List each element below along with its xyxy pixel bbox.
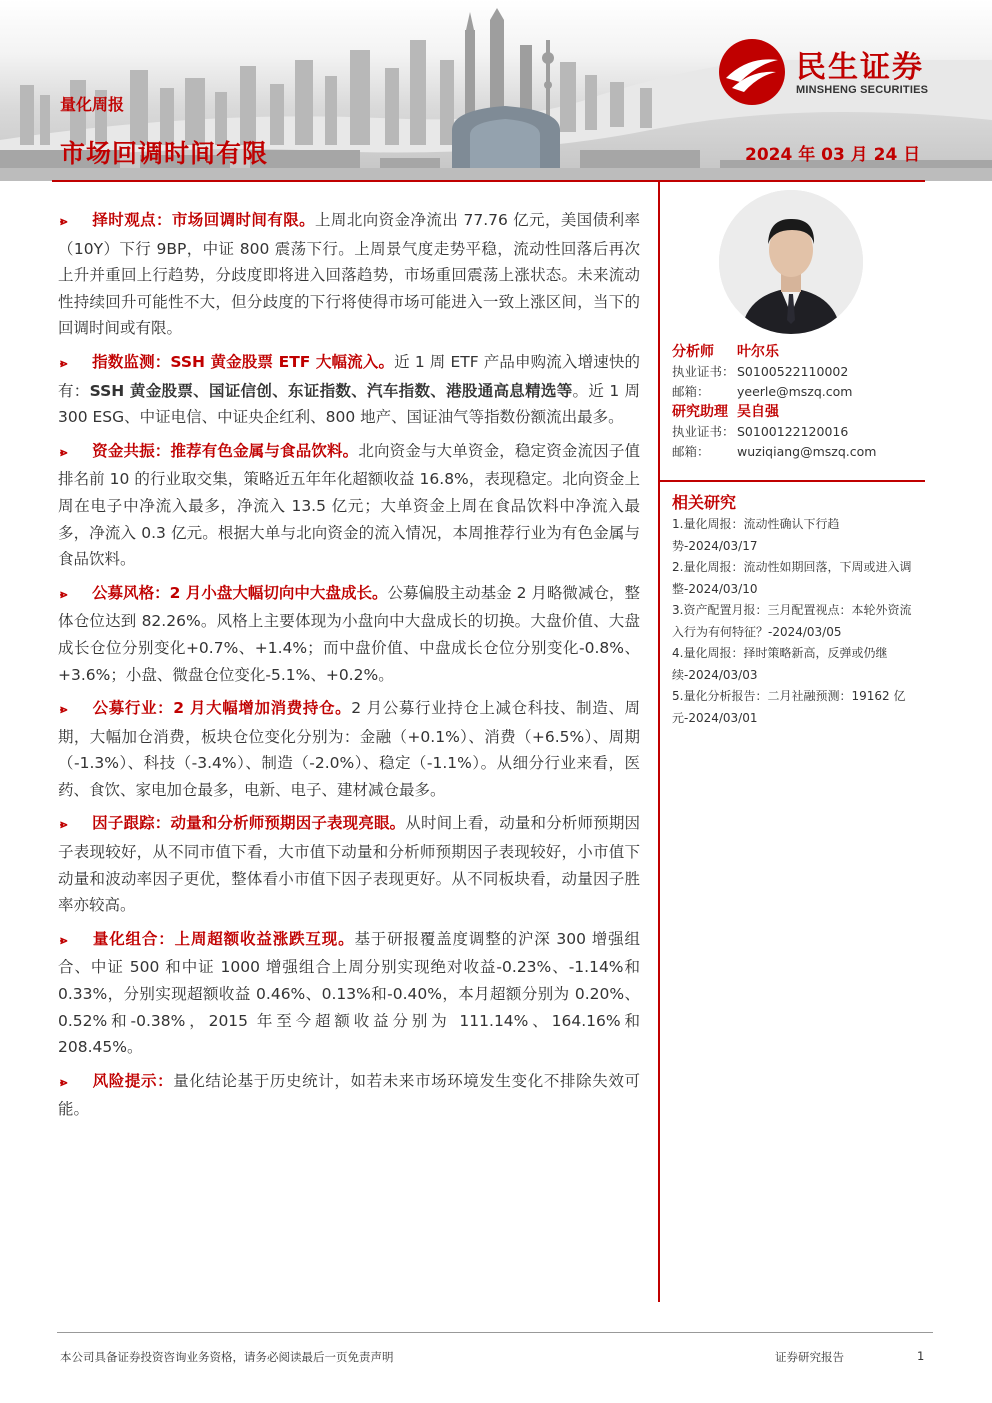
analyst-portrait-icon [719,190,863,334]
assistant-name-row [672,402,924,422]
document-type: 量化周报 [60,95,125,114]
column-divider [658,180,660,1302]
assistant-cert: S0100122120016 [737,424,849,439]
summary-paragraph-portfolio [58,926,640,1061]
page-number: 1 [917,1349,925,1363]
analyst-email-row [672,382,924,402]
summary-paragraph-timing [58,207,640,342]
paragraph-body: 从时间上看，动量和分析师预期因子表现较好，从不同市值下看，大市值下动量和分析师预期因子表现较好，小市值下动量和波动率因子更优，整体看小市值下因子表现更好。从不同板块看，动量因子胜率亦较高。 [58,814,640,915]
header-banner [0,0,992,181]
email-label: 邮箱： [672,384,710,399]
paragraph-body: 北向资金与大单资金，稳定资金流因子值排名前 10 的行业取交集，策略近五年年化超额收益 16.8%，表现稳定。北向资金上周在电子中净流入最多，净流入 13.5 亿元；大单资金上周在食品饮料中净流入最多，净流入 0.3 亿元。根据大单与北向资金的流入情况，本周推荐行业为有色金属与食品饮料。 [58,441,640,569]
paragraph-body: 基于研报覆盖度调整的沪深 300 增强组合、中证 500 和中证 1000 增强组合上周分别实现绝对收益-0.23%、-1.14%和 0.33%，分别实现超额收益 0.46%、0.13%和-0.40%，本月超额分别为 0.20%、0.52%和-0.38%，2015 年至今超额收益分别为 111.14%、164.16%和 208.45%。 [58,929,641,1057]
brand-logo [718,38,968,108]
assistant-name: 吴自强 [737,404,779,420]
paragraph-lead: 量化组合：上周超额收益涨跌互现。 [92,929,355,948]
paragraph-lead: 公募风格：2 月小盘大幅切向中大盘成长。 [92,583,388,602]
paragraph-body: 量化结论基于历史统计，如若未来市场环境发生变化不排除失效可能。 [58,1071,640,1119]
document-title: 市场回调时间有限 [60,139,269,168]
footer-report-type: 证券研究报告 [775,1350,844,1364]
paragraph-lead: 指数监测：SSH 黄金股票 ETF 大幅流入。 [92,352,395,371]
report-date: 2024 年 03 月 24 日 [745,145,921,165]
cert-label: 执业证书： [672,424,735,439]
paragraph-body: 公募偏股主动基金 2 月略微减仓，整体仓位达到 82.26%。风格上主要体现为小盘向中大盘成长的切换。大盘价值、大盘成长仓位分别变化+0.7%、+1.4%；而中盘价值、中盘成长仓位分别变化-0.8%、+3.6%；小盘、微盘仓位变化-5.1%、+0.2%。 [58,583,640,684]
bullet-arrow-icon: ⩺ [60,932,68,948]
bullet-arrow-icon: ⩺ [60,1074,68,1090]
logo-emblem-icon [718,38,786,106]
analyst-photo [719,190,863,334]
analyst-name: 叶尔乐 [737,344,779,360]
summary-paragraph-capital [58,438,640,573]
analyst-cert: S0100522110002 [737,364,849,379]
footer-disclaimer: 本公司具备证券投资咨询业务资格，请务必阅读最后一页免责声明 [60,1350,394,1364]
assistant-email-row [672,442,924,462]
paragraph-body: 近 1 周 ETF 产品申购流入增速快的有： [58,352,640,400]
summary-paragraph-factor [58,810,640,918]
footer-divider [57,1332,933,1333]
summary-paragraph-risk [58,1068,640,1123]
paragraph-lead: 资金共振：推荐有色金属与食品饮料。 [92,441,359,460]
email-label: 邮箱： [672,444,710,459]
related-research-list [672,514,922,729]
bullet-arrow-icon: ⩺ [60,586,68,602]
paragraph-lead: 因子跟踪：动量和分析师预期因子表现亮眼。 [92,814,406,833]
paragraph-body: 上周北向资金净流出 77.76 亿元，美国债利率（10Y）下行 9BP，中证 800 震荡下行。上周景气度走势平稳，流动性回落后再次上升并重回上行趋势，分歧度即将进入回落趋势，市场重回震荡上涨状态。未来流动性持续回升可能性不大，但分歧度的下行将使得市场可能进入一致上涨区间，当下的回调时间或有限。 [58,211,640,338]
related-divider [660,480,925,482]
related-research-item[interactable]: 2.量化周报：流动性如期回落，下周或进入调整-2024/03/10 [672,560,912,596]
summary-paragraph-index [58,349,640,431]
analyst-cert-row [672,362,924,382]
logo-text-chinese: 民生证券 [796,50,924,85]
bullet-arrow-icon: ⩺ [60,355,68,371]
paragraph-lead: 择时观点：市场回调时间有限。 [92,211,316,229]
assistant-email[interactable]: wuziqiang@mszq.com [737,444,877,459]
paragraph-highlight: SSH 黄金股票、国证信创、东证指数、汽车指数、港股通高息精选等 [89,381,573,400]
assistant-role: 研究助理 [672,404,728,420]
summary-paragraph-fund-style [58,580,640,688]
logo-text-english: MINSHENG SECURITIES [796,84,929,96]
summary-paragraph-fund-industry [58,695,640,803]
analyst-email[interactable]: yeerle@mszq.com [737,384,853,399]
bullet-arrow-icon: ⩺ [60,817,68,833]
bullet-arrow-icon: ⩺ [60,702,68,718]
related-research-item[interactable]: 5.量化分析报告：二月社融预测：19162 亿元-2024/03/01 [672,689,906,725]
analyst-info [672,342,924,462]
summary-section [58,207,640,1130]
paragraph-body: 。近 1 周 300 ESG、中证电信、中证央企红利、800 地产、国证油气等指数份额流出最多。 [58,381,640,427]
bullet-arrow-icon: ⩺ [60,444,68,460]
header-divider [52,180,925,182]
analyst-name-row [672,342,924,362]
analyst-role: 分析师 [672,344,714,360]
related-research-title: 相关研究 [672,493,737,512]
cert-label: 执业证书： [672,364,735,379]
paragraph-lead: 风险提示： [92,1071,174,1090]
related-research-item[interactable]: 3.资产配置月报：三月配置视点：本轮外资流入行为有何特征？-2024/03/05 [672,603,912,639]
related-research-item[interactable]: 1.量化周报：流动性确认下行趋势-2024/03/17 [672,517,840,553]
paragraph-lead: 公募行业：2 月大幅增加消费持仓。 [92,699,352,718]
related-research-item[interactable]: 4.量化周报：择时策略新高，反弹或仍继续-2024/03/03 [672,646,888,682]
bullet-arrow-icon: ⩺ [60,214,68,229]
assistant-cert-row [672,422,924,442]
paragraph-body: 2 月公募行业持仓上减仓科技、制造、周期，大幅加仓消费，板块仓位变化分别为：金融（+0.1%）、消费（+6.5%）、周期（-1.3%）、科技（-3.4%）、制造（-2.0%）、稳定（-1.1%）。从细分行业来看，医药、食饮、家电加仓最多，电新、电子、建材减仓最多。 [58,699,641,799]
